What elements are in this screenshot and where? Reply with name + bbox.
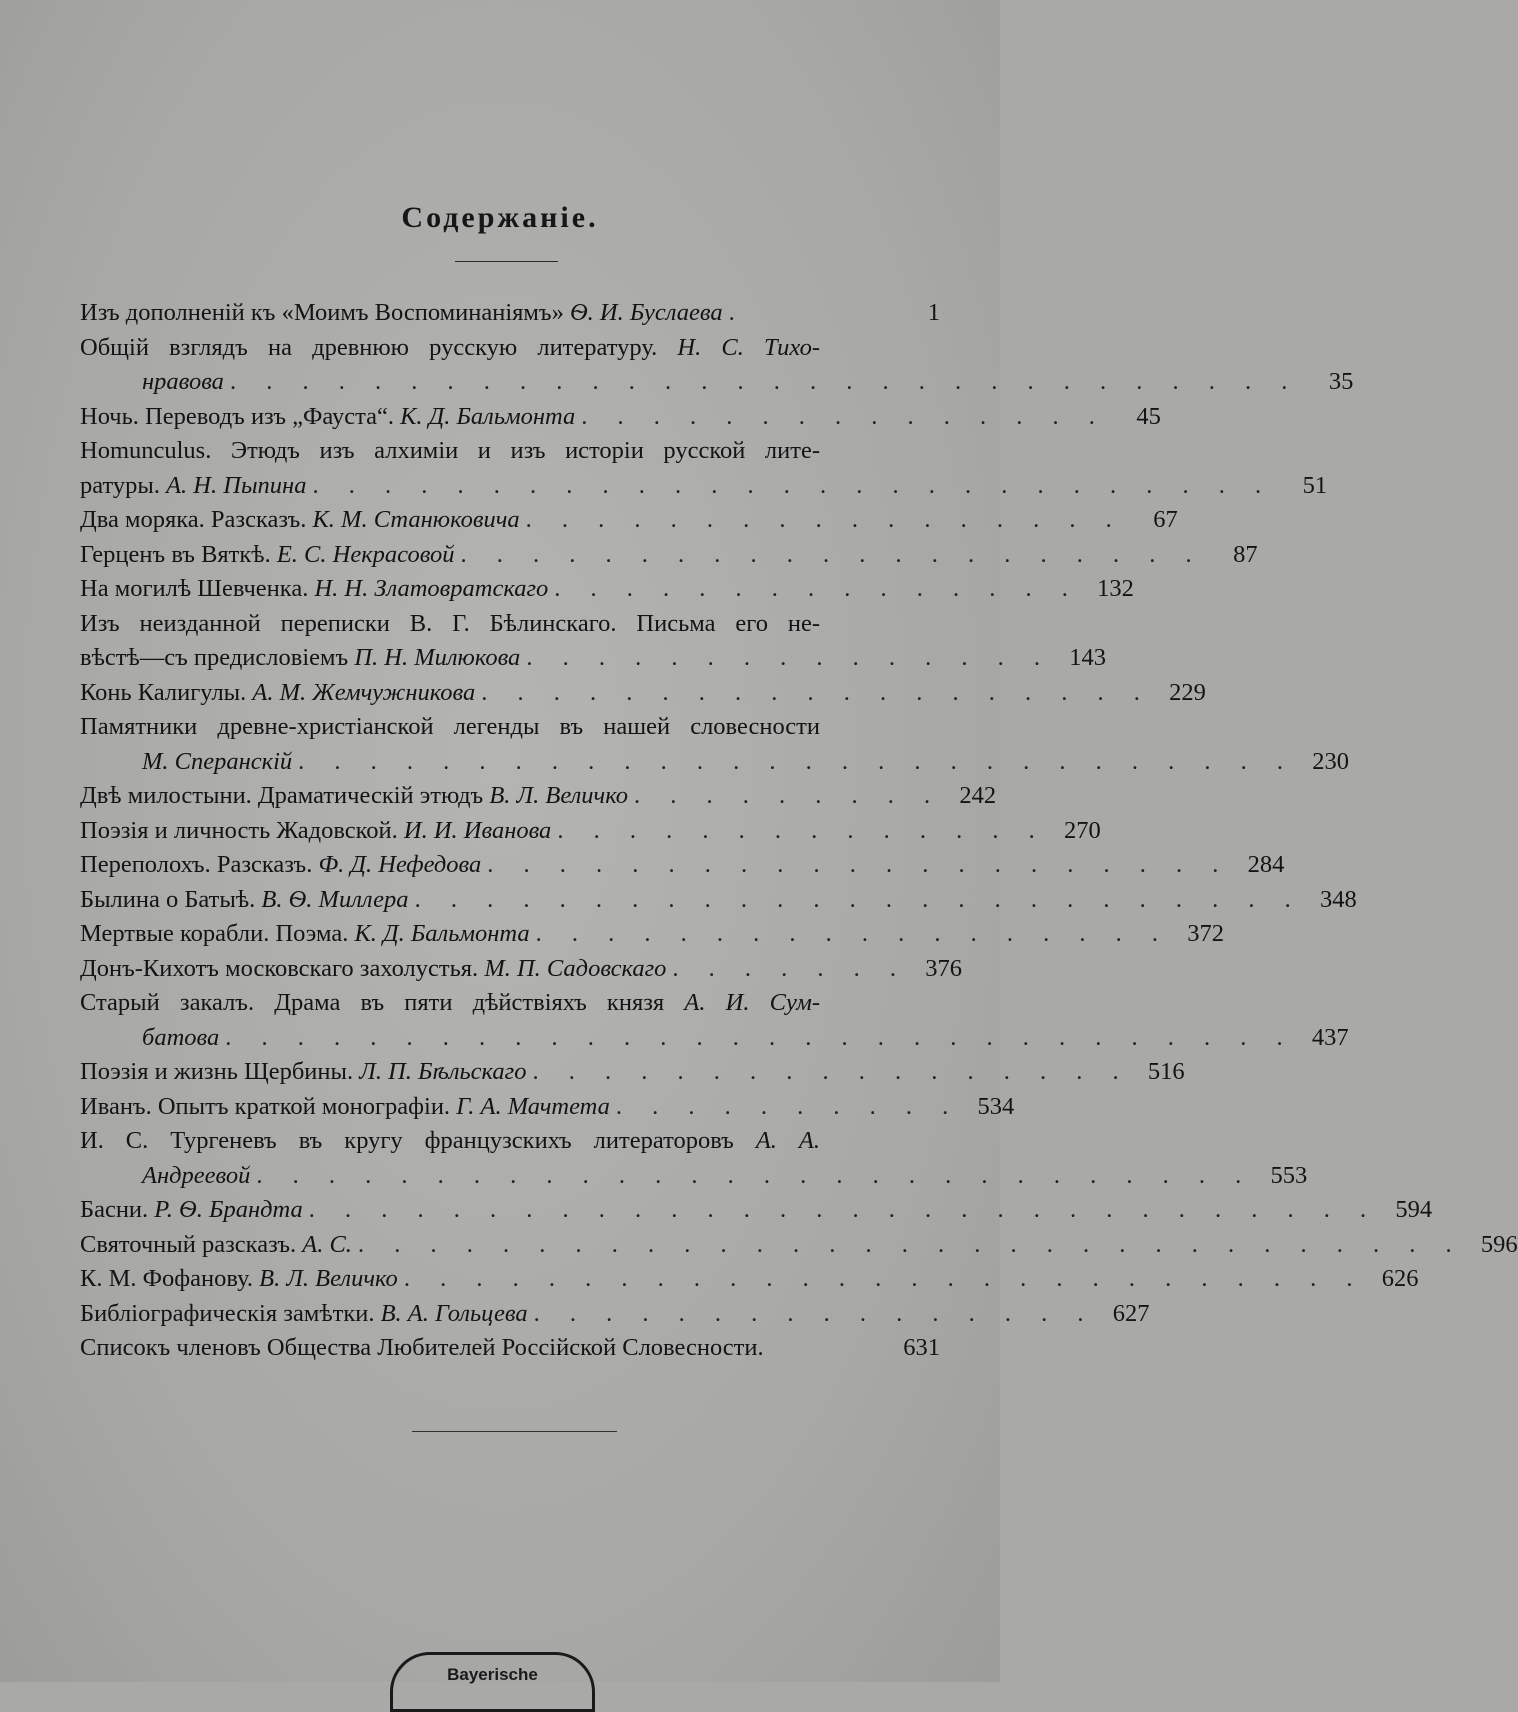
entry-author: Н. Н. Златовратскаго (314, 575, 549, 602)
toc-entry (80, 572, 1134, 607)
dot-leader: . . . . . . . . . . . . . . . . . . . . . (487, 851, 1231, 878)
entry-title: Памятники древне-христіанской легенды въ нашей словесности (80, 713, 820, 740)
page-title: Содержаніе. (401, 201, 599, 234)
dot-leader: . . . . . . . . . . (615, 1092, 961, 1120)
toc-entry (80, 1262, 1419, 1297)
entry-title: Поэзія и личность Жадовской. (80, 816, 398, 844)
dot-leader: . . . . . . . . . . . . . . . . (533, 1299, 1096, 1327)
page-number: 553 (1270, 1161, 1308, 1189)
dot-leader: . . . . . . . . . . . . . . . (554, 575, 1080, 602)
toc-entry (80, 848, 1285, 883)
toc-line (80, 986, 820, 1021)
dot-leader: . . . . . . . . . . . . . . . . . . (535, 920, 1171, 947)
bottom-divider (412, 1431, 617, 1432)
entry-author: Ф. Д. Нефедова (318, 851, 482, 878)
toc-entry (80, 607, 1106, 676)
page-number: 270 (1063, 816, 1101, 844)
toc-line (80, 1331, 940, 1366)
entry-title: Два моряка. Разсказъ. (80, 506, 307, 533)
page-number: 143 (1069, 644, 1106, 671)
entry-title: Донъ-Кихотъ московскаго захолустья. (80, 954, 479, 982)
entry-author: Н. С. Тихо- (677, 333, 821, 361)
entry-title: Homunculus. Этюдъ изъ алхиміи и изъ исторіи русской лите- (80, 437, 820, 464)
table-of-contents (80, 296, 1518, 1366)
dot-leader: . . . . . . . . . . . . . . . . . . . . . . . . . . . . . . . (357, 1230, 1464, 1258)
toc-line (80, 331, 820, 366)
entry-title: Конь Калигулы. (80, 678, 247, 706)
toc-line (80, 1262, 1419, 1297)
dot-leader: . . . . . . . . . . . . . . . . . (525, 506, 1124, 533)
toc-entry (80, 986, 1349, 1055)
entry-author: Андреевой (142, 1161, 251, 1189)
entry-title: Общій взглядъ на древнюю русскую литературу. (80, 333, 658, 361)
entry-title: Списокъ членовъ Общества Любителей Россійской Словесности. (80, 1334, 764, 1361)
dot-leader: . . . . . . . . . . . . . . . . . (532, 1058, 1131, 1085)
toc-line (80, 469, 1328, 504)
entry-author: М. Сперанскій (142, 747, 293, 775)
library-stamp (390, 1652, 595, 1712)
toc-line (80, 710, 820, 745)
page-number: 596 (1480, 1230, 1518, 1258)
dot-leader: . . . . . . . . . . . . . . . . . . . . . . . . . . . (403, 1265, 1365, 1292)
toc-entry (80, 676, 1206, 711)
entry-author: В. А. Гольцева (380, 1299, 528, 1327)
entry-title: Библіографическія замѣтки. (80, 1299, 375, 1327)
page-number: 132 (1097, 575, 1134, 602)
title-divider (455, 261, 558, 262)
entry-author: В. Ѳ. Миллера (261, 885, 409, 913)
dot-leader: . . . . . . . . . . . . . . . . . . . (481, 678, 1152, 706)
toc-entry (80, 917, 1225, 952)
toc-line (80, 952, 963, 987)
page-number: 1 (927, 299, 940, 326)
toc-entry (80, 814, 1101, 849)
toc-line (80, 572, 1134, 607)
dot-leader: . . . . . . . . . (634, 782, 943, 809)
dot-leader: . . . . . . . . . . . . . . (557, 816, 1047, 844)
toc-entry (80, 331, 1354, 400)
toc-line (80, 296, 940, 331)
dot-leader: . . . . . . . . . . . . . . . . . . . . . . . . . . . . . . (229, 368, 1300, 395)
toc-line (80, 400, 1161, 435)
entry-title: Иванъ. Опытъ краткой монографіи. (80, 1092, 451, 1120)
entry-title: вѣстѣ—съ предисловіемъ (80, 644, 349, 671)
entry-author: Е. С. Некрасовой (276, 540, 455, 568)
entry-title: Мертвые корабли. Поэма. (80, 920, 349, 947)
toc-entry (80, 1124, 1308, 1193)
entry-author: К. Д. Бальмонта (400, 402, 576, 430)
dot-leader: . . . . . . . . . . . . . . . . . . . . . . . . . . . . (256, 1161, 1254, 1189)
toc-entry (80, 296, 940, 331)
entry-author: А. С. (302, 1230, 352, 1258)
entry-title: ратуры. (80, 471, 160, 499)
stamp-text: Bayerische (447, 1665, 538, 1684)
toc-entry (80, 503, 1178, 538)
toc-line (80, 1124, 820, 1159)
toc-line (80, 745, 1350, 780)
entry-title: Святочный разсказъ. (80, 1230, 297, 1258)
toc-entry (80, 1228, 1518, 1263)
page-number: 87 (1233, 540, 1258, 568)
entry-author: М. П. Садовскаго (484, 954, 667, 982)
entry-author: К. Д. Бальмонта (354, 920, 530, 947)
page-number: 229 (1169, 678, 1206, 706)
dot-leader: . . . . . . . (672, 954, 909, 982)
toc-line (80, 1193, 1433, 1228)
page-number: 534 (977, 1092, 1015, 1120)
toc-entry (80, 538, 1258, 573)
entry-author: П. Н. Милюкова (354, 644, 521, 671)
page-number: 45 (1136, 402, 1161, 430)
page-number: 594 (1395, 1196, 1433, 1223)
toc-line (80, 779, 997, 814)
entry-author: Л. П. Бѣльскаго (359, 1058, 527, 1085)
toc-line (80, 503, 1178, 538)
entry-author: К. М. Станюковича (312, 506, 520, 533)
toc-entry (80, 1090, 1015, 1125)
entry-title: Ночь. Переводъ изъ „Фауста“. (80, 402, 394, 430)
toc-line (80, 814, 1101, 849)
page-number: 51 (1302, 471, 1328, 499)
entry-title: Герценъ въ Вяткѣ. (80, 540, 271, 568)
toc-line (80, 434, 820, 469)
entry-title: Изъ неизданной переписки В. Г. Бѣлинскаго. Письма его не- (80, 609, 820, 637)
page-number: 372 (1187, 920, 1225, 947)
dot-leader: . . . . . . . . . . . . . . . (526, 644, 1052, 671)
entry-author: Г. А. Мачтета (456, 1092, 610, 1120)
page-number: 230 (1312, 747, 1350, 775)
entry-title: Былина о Батыѣ. (80, 885, 256, 913)
entry-author: батова (142, 1023, 220, 1051)
toc-line (80, 1228, 1518, 1263)
entry-author: И. И. Иванова (403, 816, 552, 844)
toc-line (80, 1297, 1150, 1332)
entry-title: Старый закалъ. Драма въ пяти дѣйствіяхъ князя (80, 989, 665, 1016)
entry-author: Р. Ѳ. Брандта (154, 1196, 303, 1223)
page-number: 35 (1328, 368, 1354, 395)
page-number: 437 (1311, 1023, 1349, 1051)
page-number: 627 (1112, 1299, 1150, 1327)
dot-leader: . . . . . . . . . . . . . . . . . . . . . . . . . (414, 885, 1303, 913)
page-number: 67 (1153, 506, 1178, 533)
toc-line (80, 1021, 1349, 1056)
toc-line (80, 365, 1354, 400)
entry-author: нравова (142, 368, 224, 395)
page-number: 376 (925, 954, 963, 982)
entry-author: А. М. Жемчужникова (252, 678, 476, 706)
toc-line (80, 917, 1225, 952)
dot-leader: . . . . . . . . . . . . . . . . . . . . . . . . . . . . . . (308, 1196, 1379, 1223)
dot-leader: . . . . . . . . . . . . . . . . . . . . . . . . . . . (312, 471, 1274, 499)
toc-line (80, 848, 1285, 883)
toc-entry (80, 1193, 1433, 1228)
entry-author: А. И. Сум- (684, 989, 821, 1016)
page-number: 242 (959, 782, 997, 809)
entry-title: Поэзія и жизнь Щербины. (80, 1058, 354, 1085)
page-number: 631 (903, 1334, 940, 1361)
toc-line (80, 1055, 1185, 1090)
toc-line (80, 883, 1357, 918)
toc-line (80, 676, 1206, 711)
toc-entry (80, 1331, 940, 1366)
dot-leader: . (728, 299, 747, 326)
toc-line (80, 1159, 1308, 1194)
toc-entry (80, 1297, 1150, 1332)
entry-author: А. Н. Пыпина (166, 471, 307, 499)
dot-leader: . . . . . . . . . . . . . . . . . . . . . . . . . . . . (298, 747, 1296, 775)
page-number: 626 (1381, 1265, 1419, 1292)
toc-line (80, 538, 1258, 573)
toc-line (80, 641, 1106, 676)
toc-entry (80, 883, 1357, 918)
entry-author: В. Л. Величко (489, 782, 629, 809)
entry-title: Басни. (80, 1196, 149, 1223)
toc-line (80, 607, 820, 642)
page-number: 516 (1147, 1058, 1185, 1085)
toc-entry (80, 952, 963, 987)
page-number: 348 (1319, 885, 1357, 913)
entry-author: Ѳ. И. Буслаева (569, 299, 723, 326)
toc-entry (80, 710, 1350, 779)
toc-entry (80, 434, 1328, 503)
entry-title: Изъ дополненій къ «Моимъ Воспоминаніямъ» (80, 299, 564, 326)
dot-leader: . . . . . . . . . . . . . . . . . . . . . (460, 540, 1204, 568)
entry-author: В. Л. Величко (259, 1265, 398, 1292)
entry-title: Двѣ милостыни. Драматическій этюдъ (80, 782, 484, 809)
toc-entry (80, 1055, 1185, 1090)
entry-author: А. А. (755, 1127, 820, 1154)
entry-title: К. М. Фофанову. (80, 1265, 253, 1292)
toc-line (80, 1090, 1015, 1125)
page-number: 284 (1247, 851, 1285, 878)
entry-title: И. С. Тургеневъ въ кругу французскихъ литераторовъ (80, 1127, 734, 1154)
entry-title: Переполохъ. Разсказъ. (80, 851, 313, 878)
dot-leader: . . . . . . . . . . . . . . . (581, 402, 1107, 430)
dot-leader: . . . . . . . . . . . . . . . . . . . . . . . . . . . . . . (225, 1023, 1295, 1051)
toc-entry (80, 400, 1161, 435)
entry-title: На могилѣ Шевченка. (80, 575, 309, 602)
toc-entry (80, 779, 997, 814)
